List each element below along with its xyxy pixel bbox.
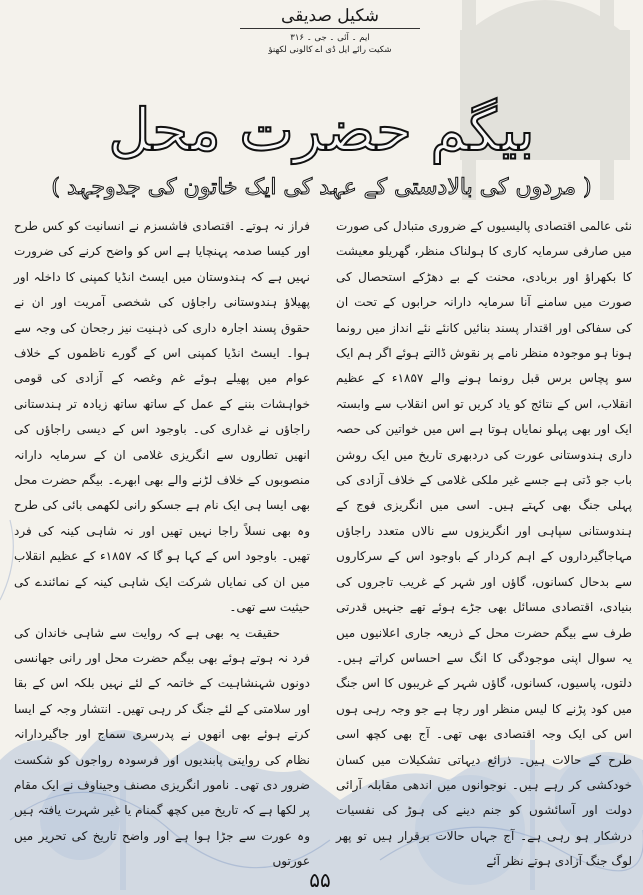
article-subtitle: ( مردوں کی بالادستی کے عہد کی ایک خاتون کی جدوجہد ): [51, 175, 592, 200]
paragraph: نئی عالمی اقتصادی پالیسیوں کے ضروری متبادل کی صورت میں صارفی سرمایہ کاری کا ہولناک منظر، گھریلو معیشت کا بکھراؤ اور بربادی، محنت کے بے دھڑکے استحصال کی صورت میں سامنے آنا سرمایہ دارانہ حرابوں کے تحت ان کی سفاکی اور اقتدار پسند بنائیں کانئے نئے انداز میں رونما ہونا ہو موجودہ منظر نامے پر نقوش ڈالتے ہوئے اگر ہم ایک سو پچاس برس قبل رونما ہونے والے ۱۸۵۷ء کے عظیم انقلاب، اس کے نتائج کو یاد کریں تو اس انقلاب سے وابستہ ایک اور بھی پہلو نمایاں ہوتا ہے اس میں خواتین کی حصہ داری ہندوستانی عورت کی دردبھری تاریخ میں ایک روشن باب جو ڈتی ہے جسے غیر ملکی غلامی کے خلاف آزادی کی پہلی جنگ بھی کہتے ہیں۔ اسی میں انگریزی فوج کے ہندوستانی سپاہی اور انگریزوں سے نالاں متعدد راجاؤں مہاجاگیرداروں کے اہم کردار کے باوجود اس کے سرکاروں سے بدحال کسانوں، گاؤں اور شہر کے غریب تاجروں کی بنیادی، اقتصادی مسائل بھی جڑے ہوئے تھے جنہیں قدرتی طرف سے بیگم حضرت محل کے ذریعہ جاری اعلانیوں میں یہ سوال اپنی موجودگی کا انگ سے احساس کراتے ہیں۔ دلتوں، پاسیوں، کسانوں، گاؤں شہر کے غریبوں کا اس جنگ میں کود پڑنے کا لیس منظر اور رچا ہے جو وجہ رہی ہوں اس کی ایک وجہ اقتصادی بھی تھی۔ آج بھی کچھ اسی طرح کے حالات ہیں۔ ذرائع دیہاتی تشکیلات میں کسان خودکشی کر رہے ہیں۔ نوجوانوں میں اندھی مقابلہ آرائی دولت اور آسائشوں کو جنم دینے کی ہوڑ کی نفسیات درشکار ہو رہی ہے۔ آج جہاں حالات برقرار ہیں تو پھر لوگ جنگ آزادی ہوتے نظر آئے: [336, 219, 632, 869]
author-address-line-2: شکیت رائے ایل ڈی اے کالونی لکھنؤ: [268, 45, 392, 55]
author-name: شکیل صدیقی: [281, 6, 379, 26]
article-column-left: [14, 214, 310, 869]
page-number: ۵۵: [309, 868, 331, 892]
article-title: بیگم حضرت محل: [108, 96, 535, 164]
author-address-line-1: ایم ۔ آئی ۔ جی ۔ ۳۱۶: [290, 33, 370, 43]
paragraph: فراز نہ ہوتے۔ اقتصادی فاشسزم نے انسانیت کو کس طرح اور کیسا صدمہ پہنچایا ہے اس کو واضح کرنے کی ضرورت نہیں ہے کہ ہندوستان میں ایسٹ انڈیا کمپنی کا داخلہ اور پھیلاؤ ہندوستانی راجاؤں کی شخصی آمریت اور ان نے حقوق پسند اجارہ داری کی ذہنیت نیز رجحان کی وجہ سے ہوا۔ ایسٹ انڈیا کمپنی اس کے گورے ناظموں کے خلاف عوام میں پھیلے ہوئے غم وغصہ کے آزادی کی قومی خواہشات بننے کے عمل کے ساتھ ساتھ زیادہ تر ہندستانی راجاؤں نے غداری کی۔ باوجود اس کے دیسی راجاؤں کی انھیں تطاروں سے انگریزی غلامی ان کے سرمایہ دارانہ منصوبوں کے خلاف لڑنے والے بھی ابھرے۔ بیگم حضرت محل بھی ایسا ہی ایک نام ہے جسکو رانی لکھمی بائی کی طرح وہ بھی نسلاً راجا نہیں تھیں اور نہ شاہی کینہ کی فرد تھیں۔ باوجود اس کے کہا ہو گا کہ ۱۸۵۷ء کے عظیم انقلاب میں ان کی نمایاں شرکت ایک شاہی کینہ کے نمائندے کی حیثیت سے تھی۔: [14, 219, 310, 615]
author-credit: [220, 6, 440, 56]
paragraph: حقیقت یہ بھی ہے کہ روایت سے شاہی خاندان کی فرد نہ ہوتے ہوئے بھی بیگم حضرت محل اور رانی جھانسی دونوں شہنشاہیت کے خاتمہ کے لئے نہیں بلکہ اس کے بقا اور سلامتی کے لئے جنگ کر رہی تھیں۔ انتشار وجہ کے ایسا کرتے ہوئے بھی انھوں نے پدرسری سماج اور جاگیردارانہ نظام کی روایتی پابندیوں اور فرسودہ رواجوں کو شکست ضرور دی تھی۔ نامور انگریزی مصنف وجیناوف نے ایک مقام پر لکھا ہے کہ تاریخ میں کچھ گمنام یا غیر شہرت یافتہ ہیں وہ عورت سے جڑا ہوا ہے اور واضح تاریخ کی تحریر میں عورتوں: [14, 625, 310, 869]
author-divider: [240, 28, 420, 29]
article-column-right: [336, 214, 632, 869]
